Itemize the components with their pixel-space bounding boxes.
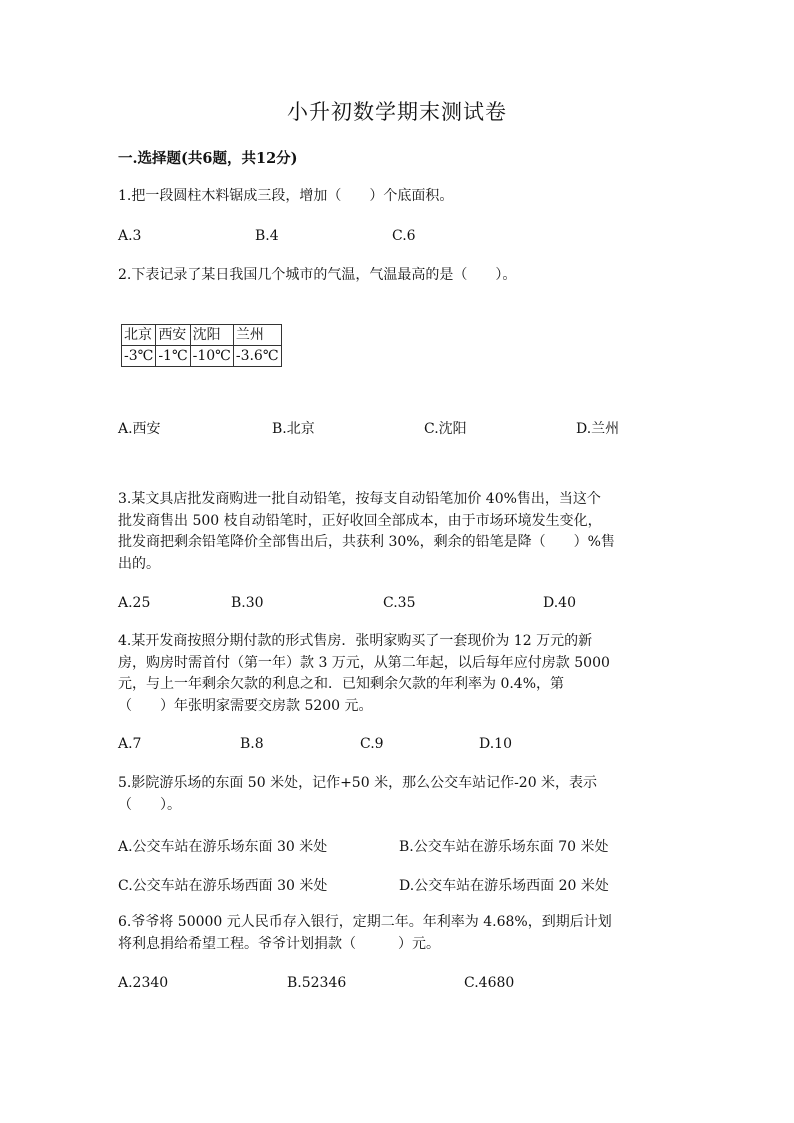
question-line: 批发商售出 500 枝自动铅笔时，正好收回全部成本，由于市场环境发生变化， <box>118 512 602 529</box>
table-cell-temp: -3.6℃ <box>233 346 281 367</box>
question-5-option-b: B.公交车站在游乐场东面 70 米处 <box>399 839 609 855</box>
question-4-option-d: D.10 <box>479 736 512 752</box>
question-line: 出的。 <box>118 555 160 572</box>
question-2-option-d: D.兰州 <box>576 421 620 437</box>
question-line: （ ）年张明家需要交房款 5200 元。 <box>118 697 373 714</box>
question-2-text: 2.下表记录了某日我国几个城市的气温，气温最高的是（ ）。 <box>118 267 517 283</box>
question-1-option-a: A.3 <box>118 228 142 244</box>
question-3-text <box>118 489 663 575</box>
question-5-option-d: D.公交车站在游乐场西面 20 米处 <box>399 878 609 894</box>
question-6-option-b: B.52346 <box>287 975 347 991</box>
temperature-table <box>121 324 282 367</box>
question-5-text <box>118 773 663 816</box>
question-line: 批发商把剩余铅笔降价全部售出后，共获利 30%，剩余的铅笔是降（ ）%售 <box>118 534 615 550</box>
question-2-option-a: A.西安 <box>118 421 161 437</box>
question-3-option-a: A.25 <box>118 595 151 611</box>
section-heading: 一.选择题(共6题，共12分) <box>118 150 298 167</box>
table-cell-temp: -1℃ <box>156 346 190 367</box>
question-4-option-c: C.9 <box>360 736 384 752</box>
question-2-option-c: C.沈阳 <box>424 421 467 437</box>
question-5-option-a: A.公交车站在游乐场东面 30 米处 <box>118 839 328 855</box>
question-3-option-b: B.30 <box>231 595 264 611</box>
question-3-option-d: D.40 <box>543 595 576 611</box>
question-6-option-a: A.2340 <box>118 975 169 991</box>
question-line: 元，与上一年剩余欠款的利息之和．已知剩余欠款的年利率为 0.4%，第 <box>118 676 565 692</box>
table-cell-city: 西安 <box>156 325 190 346</box>
question-line: 房，购房时需首付（第一年）款 3 万元，从第二年起，以后每年应付房款 5000 <box>118 654 610 671</box>
table-cell-temp: -3℃ <box>122 346 156 367</box>
question-line: 3.某文具店批发商购进一批自动铅笔，按每支自动铅笔加价 40%售出，当这个 <box>118 491 601 507</box>
table-row <box>122 346 282 367</box>
table-cell-city: 兰州 <box>233 325 281 346</box>
question-5-option-c: C.公交车站在游乐场西面 30 米处 <box>118 878 328 894</box>
question-line: 5.影院游乐场的东面 50 米处，记作+50 米，那么公交车站记作-20 米，表示 <box>118 775 598 791</box>
question-2-option-b: B.北京 <box>272 421 315 437</box>
question-3-option-c: C.35 <box>383 595 416 611</box>
table-cell-temp: -10℃ <box>190 346 233 367</box>
question-1-text: 1.把一段圆柱木料锯成三段，增加（ ）个底面积。 <box>118 188 454 204</box>
question-6-option-c: C.4680 <box>464 975 515 991</box>
question-line: 将利息捐给希望工程。爷爷计划捐款（ ）元。 <box>118 935 440 952</box>
question-6-text <box>118 912 663 955</box>
question-1-option-c: C.6 <box>392 228 416 244</box>
question-4-text <box>118 631 663 717</box>
question-line: 6.爷爷将 50000 元人民币存入银行，定期二年。年利率为 4.68%，到期后计划 <box>118 914 612 930</box>
table-row <box>122 325 282 346</box>
question-4-option-b: B.8 <box>240 736 264 752</box>
page-title: 小升初数学期末测试卷 <box>287 100 507 124</box>
table-cell-city: 北京 <box>122 325 156 346</box>
question-line: 4.某开发商按照分期付款的形式售房．张明家购买了一套现价为 12 万元的新 <box>118 633 593 649</box>
question-4-option-a: A.7 <box>118 736 142 752</box>
table-cell-city: 沈阳 <box>190 325 233 346</box>
question-line: （ ）。 <box>118 796 181 813</box>
question-1-option-b: B.4 <box>255 228 279 244</box>
